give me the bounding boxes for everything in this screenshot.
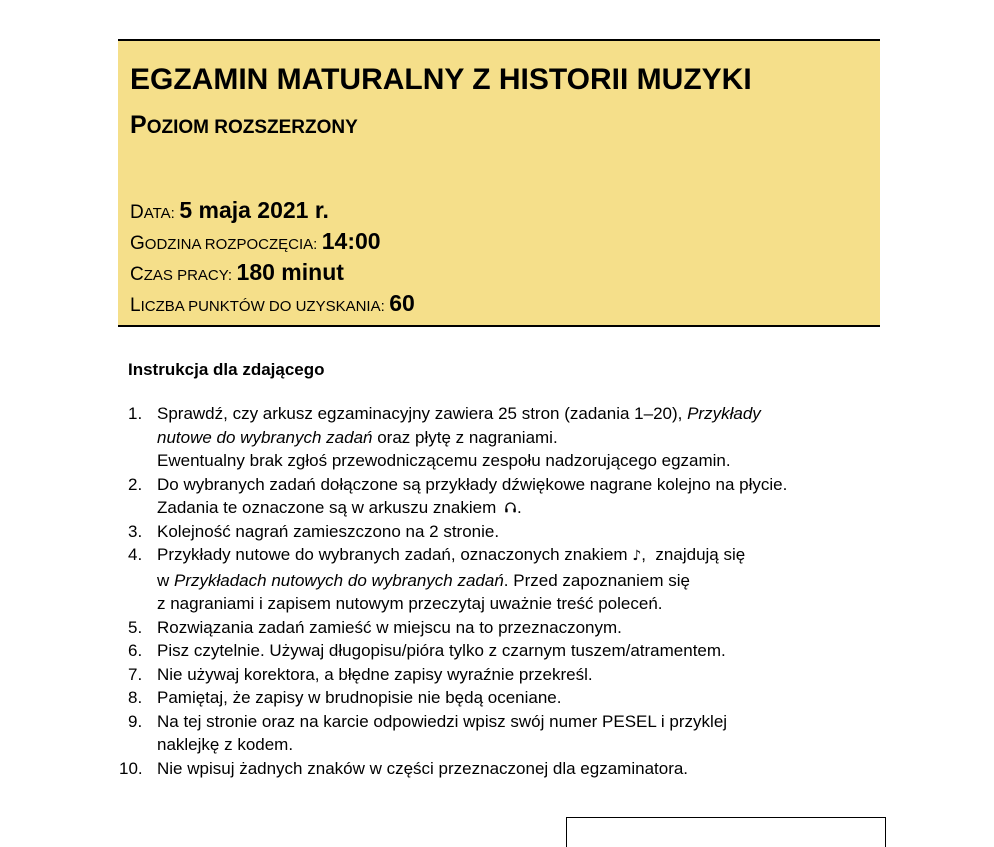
instruction-item-2 [128,473,868,520]
instruction-number: 9. [128,711,143,731]
examiner-box [566,817,886,847]
headphones-icon [504,501,517,514]
duration-value: 180 minut [236,259,344,285]
duration-label-rest: ZAS PRACY: [143,267,233,284]
instruction-item-7 [128,663,868,687]
exam-level-initial: P [130,111,147,139]
date-label-rest: ATA: [143,205,175,222]
instruction-number: 4. [128,545,143,564]
instruction-number: 2. [128,474,143,494]
instruction-text: Zadania te oznaczone są w arkuszu znakiem [157,498,497,517]
exam-duration-row [130,259,344,286]
instruction-number: 6. [128,641,143,660]
instruction-text: Przykłady nutowe do wybranych zadań, oznaczonych znakiem [157,545,628,564]
instruction-item-5 [128,616,868,640]
duration-label-initial: C [130,264,144,285]
exam-points-row [130,290,415,317]
instruction-number: 10. [119,758,143,778]
start-value: 14:00 [321,228,381,254]
exam-date-row [130,197,329,224]
instruction-text: z nagraniami i zapisem nutowym przeczytaj uważnie treść poleceń. [157,594,663,613]
exam-title: EGZAMIN MATURALNY Z HISTORII MUZYKI [130,63,752,96]
points-label-initial: L [130,295,141,316]
instruction-text: Nie wpisuj żadnych znaków w części przeznaczonej dla egzaminatora. [157,758,689,778]
instruction-number: 7. [128,664,143,684]
instruction-text: naklejkę z kodem. [157,735,294,754]
instruction-number: 1. [128,404,143,423]
exam-header-box [118,39,880,327]
instruction-number: 3. [128,521,143,541]
instruction-item-4 [128,543,868,616]
music-note-icon: ♪ [632,548,642,564]
exam-level [130,111,358,140]
instruction-text: Sprawdź, czy arkusz egzaminacyjny zawiera 25 stron (zadania 1–20), [157,404,688,423]
date-label-initial: D [130,202,144,223]
instruction-text: Pamiętaj, że zapisy w brudnopisie nie będą oceniane. [157,688,562,707]
instruction-text: Nie używaj korektora, a błędne zapisy wyraźnie przekreśl. [157,664,593,684]
instruction-item-6 [128,639,868,663]
instruction-text: Na tej stronie oraz na karcie odpowiedzi wpisz swój numer PESEL i przyklej [157,711,728,731]
start-label-rest: ODZINA ROZPOCZĘCIA: [144,236,318,253]
instruction-text: Rozwiązania zadań zamieść w miejscu na to przeznaczonym. [157,617,622,637]
instructions-heading: Instrukcja dla zdającego [128,360,325,379]
instruction-text: Pisz czytelnie. Używaj długopisu/pióra tylko z czarnym tuszem/atramentem. [157,641,726,660]
instruction-text: . Przed zapoznaniem się [503,570,690,590]
instruction-text: . [516,498,522,517]
date-value: 5 maja 2021 r. [179,197,329,223]
instruction-text-italic: nutowe do wybranych zadań [157,427,373,447]
start-label-initial: G [130,233,145,254]
instruction-text: Do wybranych zadań dołączone są przykłady dźwiękowe nagrane kolejno na płycie. [157,474,788,494]
instruction-text-italic: Przykładach nutowych do wybranych zadań [174,570,504,590]
instruction-item-8 [128,686,868,710]
instruction-item-1 [128,402,868,473]
exam-start-row [130,228,381,255]
instructions-list [119,402,868,780]
instruction-text: oraz płytę z nagraniami. [372,427,558,447]
instruction-number: 8. [128,688,143,707]
exam-level-rest: OZIOM ROZSZERZONY [146,117,358,138]
instruction-text: , znajdują się [641,545,746,564]
instruction-text: Ewentualny brak zgłoś przewodniczącemu zespołu nadzorującego egzamin. [157,451,731,470]
points-value: 60 [389,290,415,316]
instruction-text: Kolejność nagrań zamieszczono na 2 stronie. [157,521,500,541]
instruction-number: 5. [128,617,143,637]
points-label-rest: ICZBA PUNKTÓW DO UZYSKANIA: [140,298,385,315]
instruction-text: w [157,570,174,590]
instruction-item-9 [128,710,868,757]
instruction-item-10 [119,757,868,781]
instruction-item-3 [128,520,868,544]
instruction-text-italic: Przykłady [687,404,761,423]
